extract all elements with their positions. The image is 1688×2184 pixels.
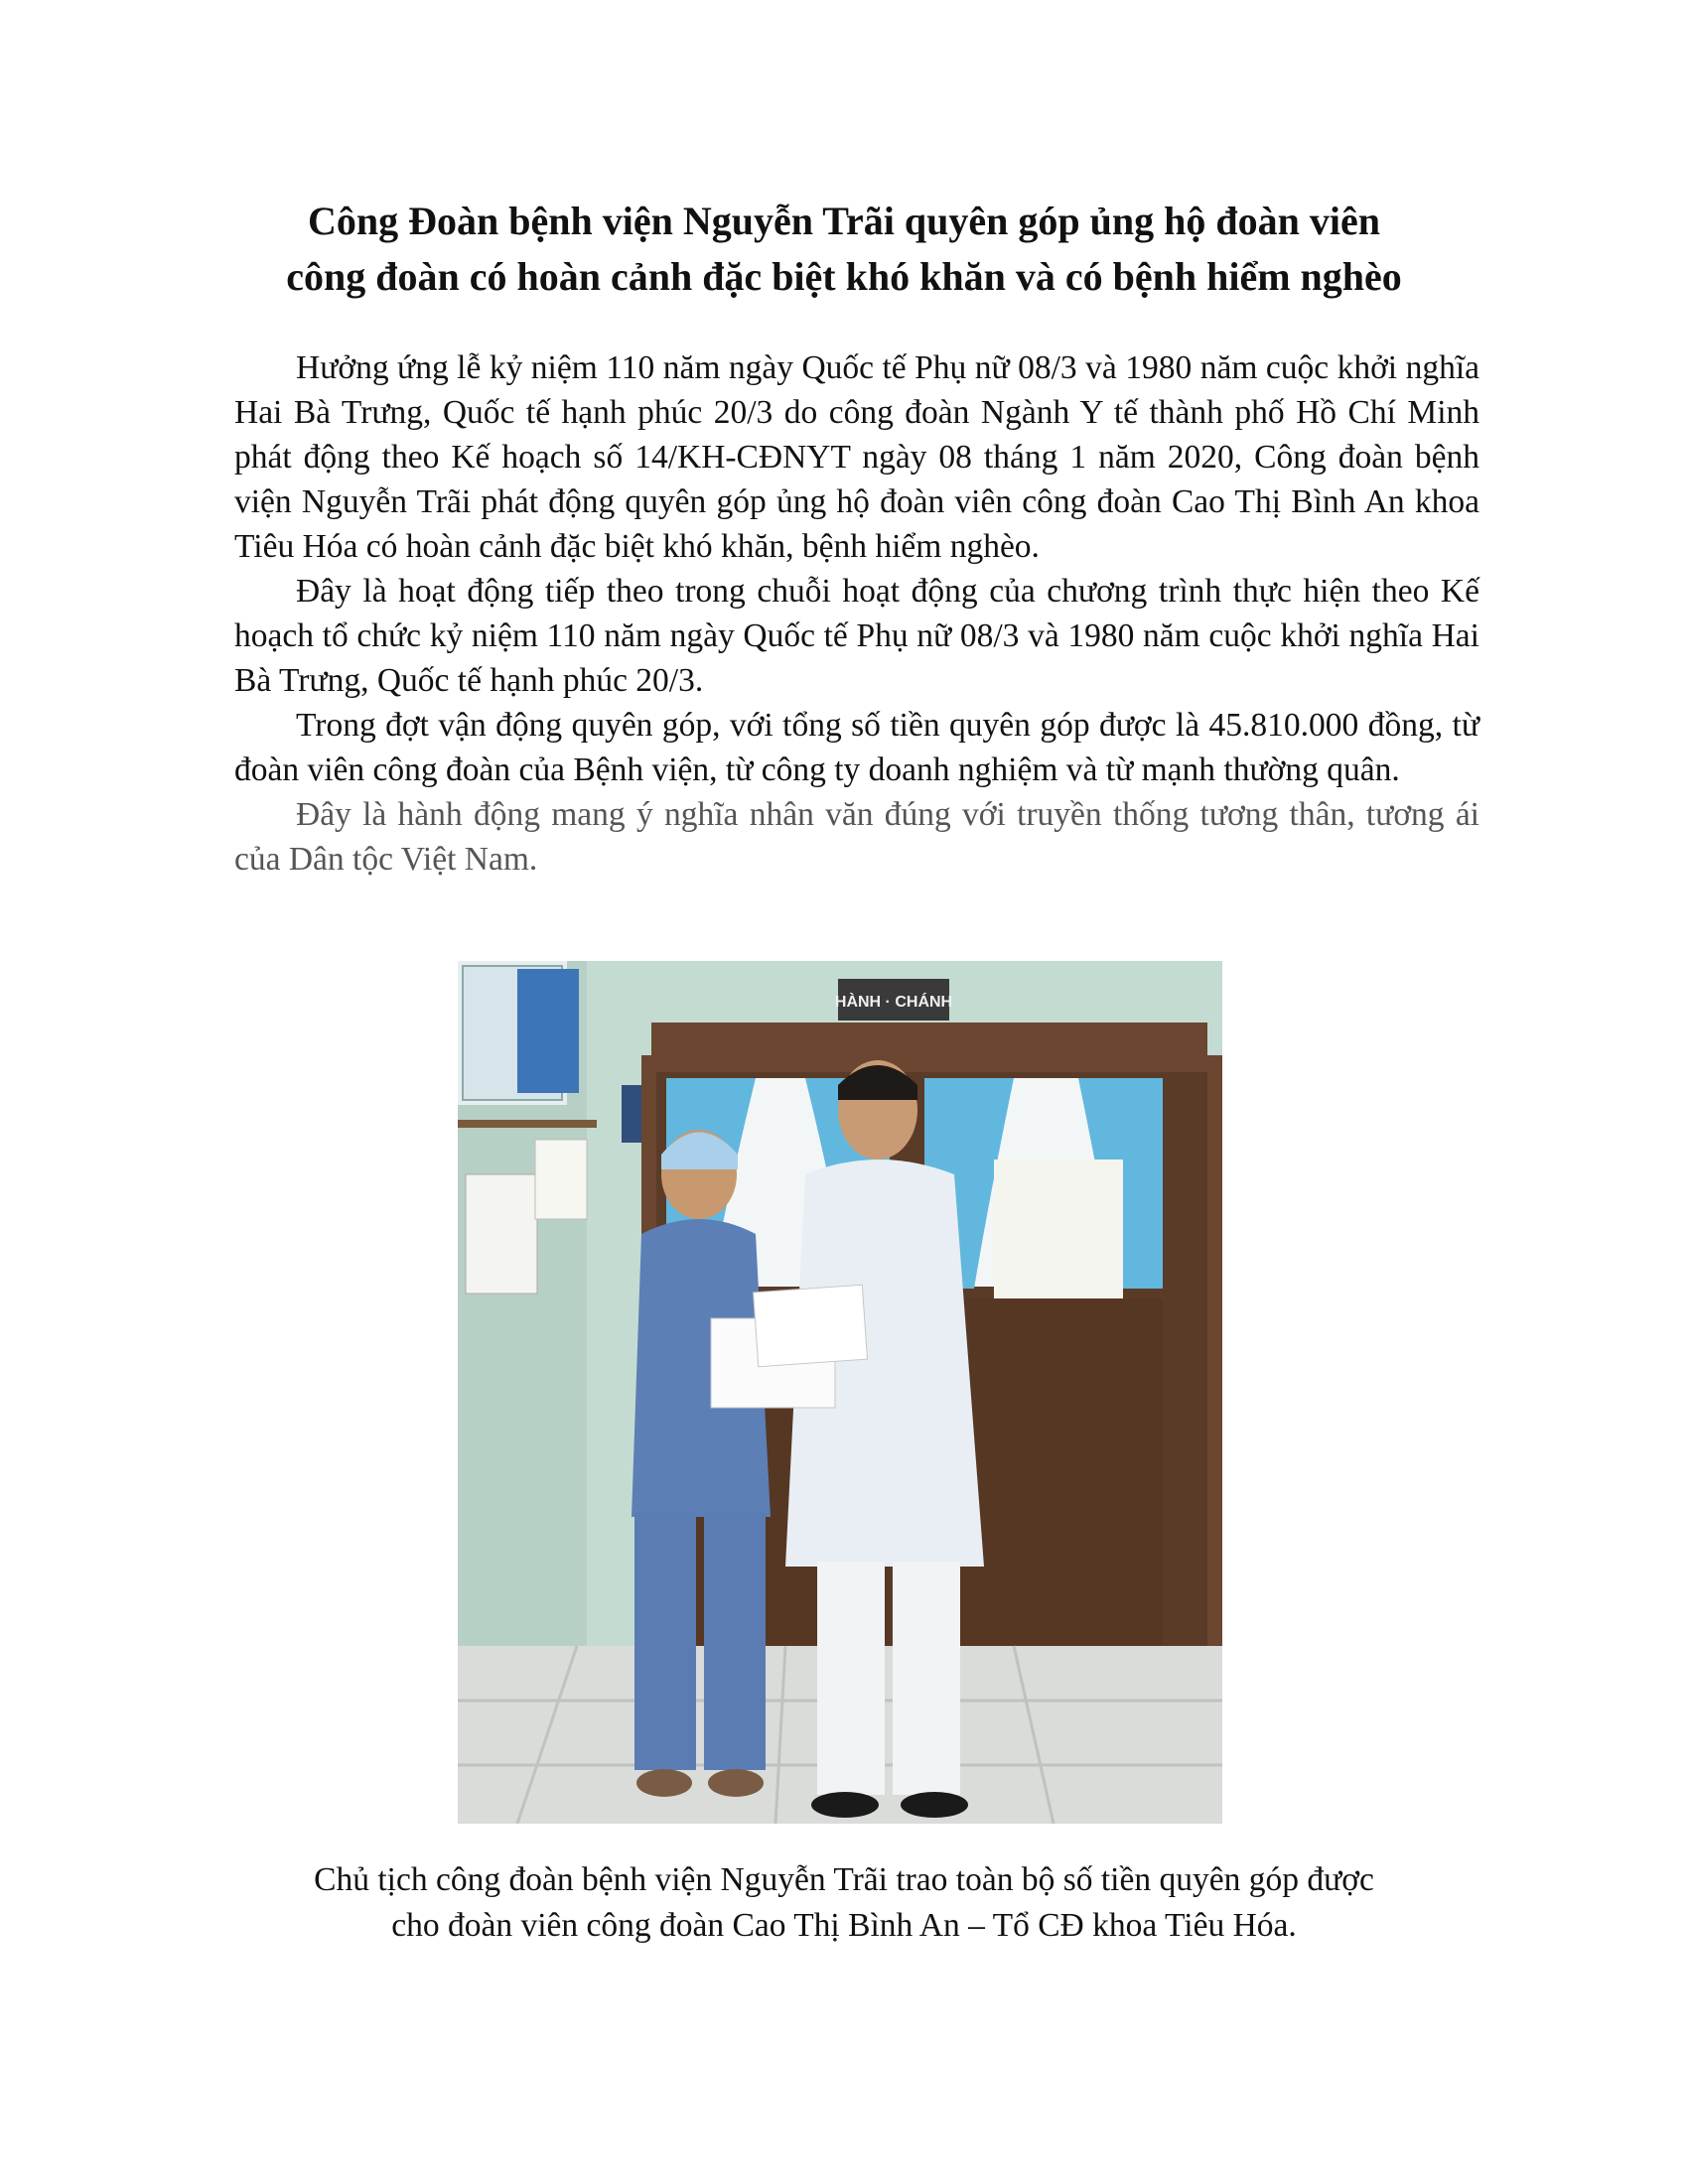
title-line-2: công đoàn có hoàn cảnh đặc biệt khó khăn và có bệnh hiểm nghèo [286, 254, 1402, 299]
title-line-1: Công Đoàn bệnh viện Nguyễn Trãi quyên góp ủng hộ đoàn viên [308, 199, 1380, 243]
event-photo [458, 961, 1222, 1824]
paragraph-4: Đây là hành động mang ý nghĩa nhân văn đúng với truyền thống tương thân, tương ái của Dân tộc Việt Nam. [234, 796, 1479, 878]
photo-illustration [458, 961, 1222, 1824]
door-sign-text: HÀNH · CHÁNH [834, 994, 953, 1011]
paragraph-3: Trong đợt vận động quyên góp, với tổng số tiền quyên góp được là 45.810.000 đồng, từ đoàn viên công đoàn của Bệnh viện, từ công ty doanh nghiệm và từ mạnh thường quân. [234, 707, 1479, 788]
caption-line-2: cho đoàn viên công đoàn Cao Thị Bình An – Tổ CĐ khoa Tiêu Hóa. [391, 1907, 1297, 1944]
paragraph-1: Hưởng ứng lễ kỷ niệm 110 năm ngày Quốc tế Phụ nữ 08/3 và 1980 năm cuộc khởi nghĩa Hai Bà Trưng, Quốc tế hạnh phúc 20/3 do công đoàn Ngành Y tế thành phố Hồ Chí Minh phát động theo Kế hoạch số 14/KH-CĐNYT ngày 08 tháng 1 năm 2020, Công đoàn bệnh viện Nguyễn Trãi phát động quyên góp ủng hộ đoàn viên công đoàn Cao Thị Bình An khoa Tiêu Hóa có hoàn cảnh đặc biệt khó khăn, bệnh hiểm nghèo. [234, 349, 1479, 565]
photo-caption [179, 1857, 1509, 1949]
paragraph-2: Đây là hoạt động tiếp theo trong chuỗi hoạt động của chương trình thực hiện theo Kế hoạch tổ chức kỷ niệm 110 năm ngày Quốc tế Phụ nữ 08/3 và 1980 năm cuộc khởi nghĩa Hai Bà Trưng, Quốc tế hạnh phúc 20/3. [234, 573, 1479, 699]
article-body [234, 345, 1479, 882]
caption-line-1: Chủ tịch công đoàn bệnh viện Nguyễn Trãi trao toàn bộ số tiền quyên góp được [314, 1861, 1374, 1898]
document-title [179, 194, 1509, 305]
